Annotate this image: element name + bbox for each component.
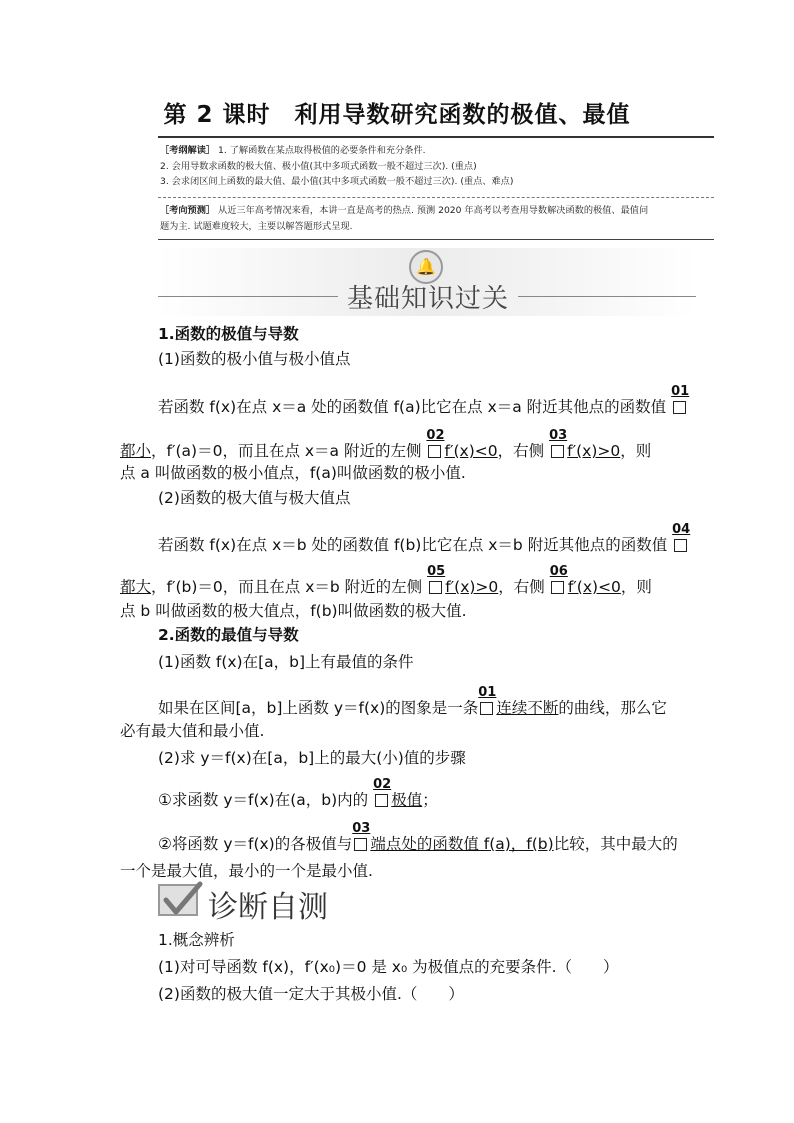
s1-p1-line3: 点 a 叫做函数的极小值点，f(a)叫做函数的极小值. — [120, 464, 466, 482]
s1-p1-line1: 若函数 f(x)在点 x＝a 处的函数值 f(a)比它在点 x＝a 附近其他点的函数值 01 — [158, 384, 690, 416]
question-2: (2)函数的极大值一定大于其极小值.（ ） — [158, 985, 464, 1003]
s1-p1-line2: 都小，f′(a)＝0，而且在点 x＝a 附近的左侧 02 f′(x)<0，右侧 03 f′(x)>0，则 — [120, 428, 652, 460]
answer-05: f′(x)>0 — [445, 578, 499, 596]
answer-s2-02: 极值 — [391, 791, 423, 809]
blank-01: 01 — [671, 386, 689, 416]
diagnosis-title: 诊断自测 — [208, 890, 328, 925]
bell-icon: 🔔 — [409, 250, 443, 284]
blank-05: 05 — [427, 566, 445, 596]
blank-s2-01: 01 — [478, 687, 496, 717]
s1-p2-line3: 点 b 叫做函数的极大值点，f(b)叫做函数的极大值. — [120, 602, 467, 620]
s1-p2-line2: 都大，f′(b)＝0，而且在点 x＝b 附近的左侧 05 f′(x)>0，右侧 06 f′(x)<0，则 — [120, 564, 652, 596]
kaoxiang-line-2: 题为主. 试题难度较大，主要以解答题形式呈现. — [160, 220, 353, 232]
section-2-sub-1: (1)函数 f(x)在[a，b]上有最值的条件 — [158, 653, 414, 671]
s2-step1: ①求函数 y＝f(x)在(a，b)内的 02 极值； — [158, 777, 438, 809]
answer-06: f′(x)<0 — [567, 578, 621, 596]
page-title — [0, 96, 794, 129]
section-1-sub-2: (2)函数的极大值与极大值点 — [158, 489, 351, 507]
answer-s2-03: 端点处的函数值 f(a)，f(b) — [370, 835, 554, 853]
section-2-sub-2: (2)求 y＝f(x)在[a，b]上的最大(小)值的步骤 — [158, 749, 466, 767]
kaoxiang-block — [160, 203, 712, 234]
lesson-title: 利用导数研究函数的极值、最值 — [294, 102, 631, 128]
answer-01: 都小 — [120, 442, 152, 460]
kaogang-tag: ［考纲解读］ — [160, 145, 216, 156]
title-divider — [158, 136, 714, 138]
blank-s2-02: 02 — [373, 779, 391, 809]
kaoxiang-line-1: 从近三年高考情况来看，本讲一直是高考的热点. 预测 2020 年高考以考查用导数解决函数的极值、最值问 — [218, 205, 649, 216]
s2-step2-line2: 一个是最大值，最小的一个是最小值. — [120, 862, 373, 880]
section-2-heading: 2.函数的最值与导数 — [158, 626, 299, 644]
kaoxiang-tag: ［考向预测］ — [160, 205, 216, 216]
blank-03: 03 — [549, 430, 567, 460]
banner-title: 基础知识过关 — [346, 284, 509, 314]
answer-02: f′(x)<0 — [444, 442, 498, 460]
blank-s2-03: 03 — [352, 823, 370, 853]
answer-04: 都大 — [120, 578, 152, 596]
section-1-heading: 1.函数的极值与导数 — [158, 325, 299, 343]
section-1-sub-1: (1)函数的极小值与极小值点 — [158, 350, 351, 368]
blank-04: 04 — [672, 524, 690, 554]
s2-step2-line1: ②将函数 y＝f(x)的各极值与 03 端点处的函数值 f(a)，f(b)比较，其中最大的 — [158, 821, 678, 853]
s1-p2-line1: 若函数 f(x)在点 x＝b 处的函数值 f(b)比它在点 x＝b 附近其他点的函数值 04 — [158, 522, 691, 554]
lesson-number: 第 2 课时 — [163, 102, 271, 128]
blank-06: 06 — [550, 566, 568, 596]
question-1: (1)对可导函数 f(x)，f′(x₀)＝0 是 x₀ 为极值点的充要条件.（ ） — [158, 958, 619, 976]
info-bottom-divider — [158, 239, 714, 240]
info-divider — [158, 197, 714, 198]
s2-p1-line1: 如果在区间[a，b]上函数 y＝f(x)的图象是一条 01 连续不断的曲线，那么它 — [158, 685, 667, 717]
diagnosis-heading: 1.概念辨析 — [158, 931, 235, 949]
kaogang-line-3: 3. 会求闭区间上函数的最大值、最小值(其中多项式函数一般不超过三次). (重点、难点) — [160, 176, 514, 187]
kaogang-block — [160, 143, 712, 190]
s2-p1-line2: 必有最大值和最小值. — [120, 722, 265, 740]
kaogang-line-1: 1. 了解函数在某点取得极值的必要条件和充分条件. — [218, 145, 426, 156]
section-banner — [158, 248, 696, 316]
answer-s2-01: 连续不断 — [496, 699, 559, 717]
answer-03: f′(x)>0 — [567, 442, 621, 460]
blank-02: 02 — [426, 430, 444, 460]
checkmark-icon — [158, 884, 198, 916]
kaogang-line-2: 2. 会用导数求函数的极大值、极小值(其中多项式函数一般不超过三次). (重点) — [160, 160, 477, 172]
